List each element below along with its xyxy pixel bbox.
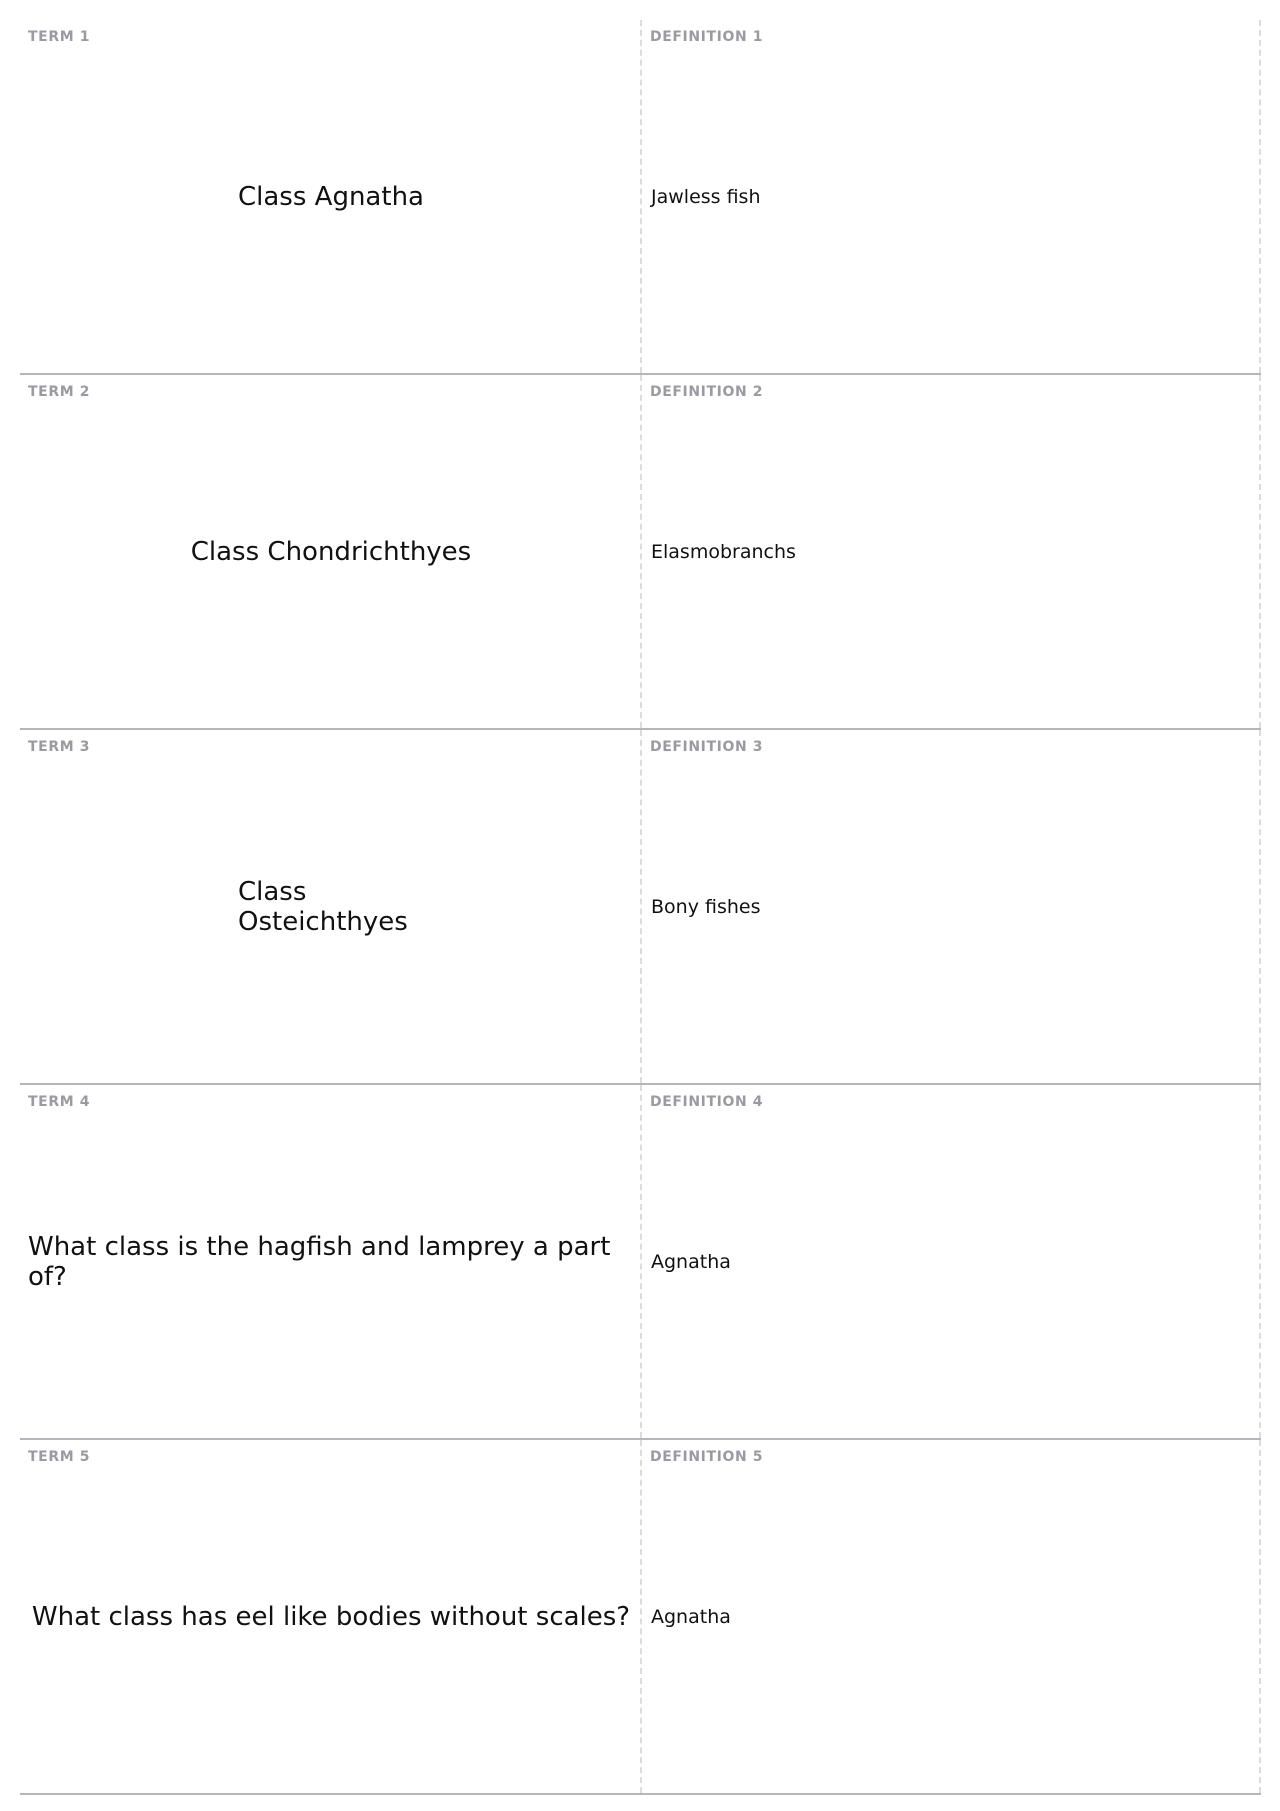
definition-label-2: DEFINITION 2 [650, 384, 764, 400]
definition-value-2: Elasmobranchs [651, 540, 796, 563]
term-cell-3 [20, 730, 642, 1083]
term-value-5: What class has eel like bodies without scales? [31, 1601, 631, 1632]
definition-text-2 [651, 375, 1251, 728]
card-row-3 [20, 730, 1261, 1085]
term-label-2: TERM 2 [28, 384, 91, 400]
definition-cell-1 [642, 20, 1261, 373]
term-value-2: Class Chondrichthyes [190, 536, 472, 567]
term-cell-5 [20, 1440, 642, 1793]
term-cell-4 [20, 1085, 642, 1438]
card-row-4 [20, 1085, 1261, 1440]
definition-label-5: DEFINITION 5 [650, 1449, 764, 1465]
term-label-4: TERM 4 [28, 1094, 91, 1110]
term-cell-2 [20, 375, 642, 728]
term-label-5: TERM 5 [28, 1449, 91, 1465]
definition-cell-2 [642, 375, 1261, 728]
definition-cell-3 [642, 730, 1261, 1083]
definition-cell-5 [642, 1440, 1261, 1793]
definition-value-5: Agnatha [651, 1605, 731, 1628]
card-row-2 [20, 375, 1261, 730]
term-value-1: Class Agnatha [238, 181, 424, 212]
definition-text-5 [651, 1440, 1251, 1793]
term-value-3: Class Osteichthyes [238, 876, 408, 937]
definition-text-3 [651, 730, 1251, 1083]
definition-label-3: DEFINITION 3 [650, 739, 764, 755]
definition-cell-4 [642, 1085, 1261, 1438]
flashcard-sheet [20, 20, 1261, 1798]
definition-text-4 [651, 1085, 1251, 1438]
term-text-1 [28, 20, 634, 373]
term-text-5 [28, 1440, 634, 1793]
term-text-3 [28, 730, 634, 1083]
definition-label-4: DEFINITION 4 [650, 1094, 764, 1110]
term-label-3: TERM 3 [28, 739, 91, 755]
term-cell-1 [20, 20, 642, 373]
definition-label-1: DEFINITION 1 [650, 29, 764, 45]
term-text-4 [28, 1085, 634, 1438]
term-value-4: What class is the hagfish and lamprey a part of? [28, 1231, 611, 1292]
term-label-1: TERM 1 [28, 29, 91, 45]
card-row-5 [20, 1440, 1261, 1795]
term-text-2 [28, 375, 634, 728]
card-row-1 [20, 20, 1261, 375]
definition-value-3: Bony fishes [651, 895, 761, 918]
definition-value-4: Agnatha [651, 1250, 731, 1273]
definition-value-1: Jawless fish [651, 185, 761, 208]
definition-text-1 [651, 20, 1251, 373]
